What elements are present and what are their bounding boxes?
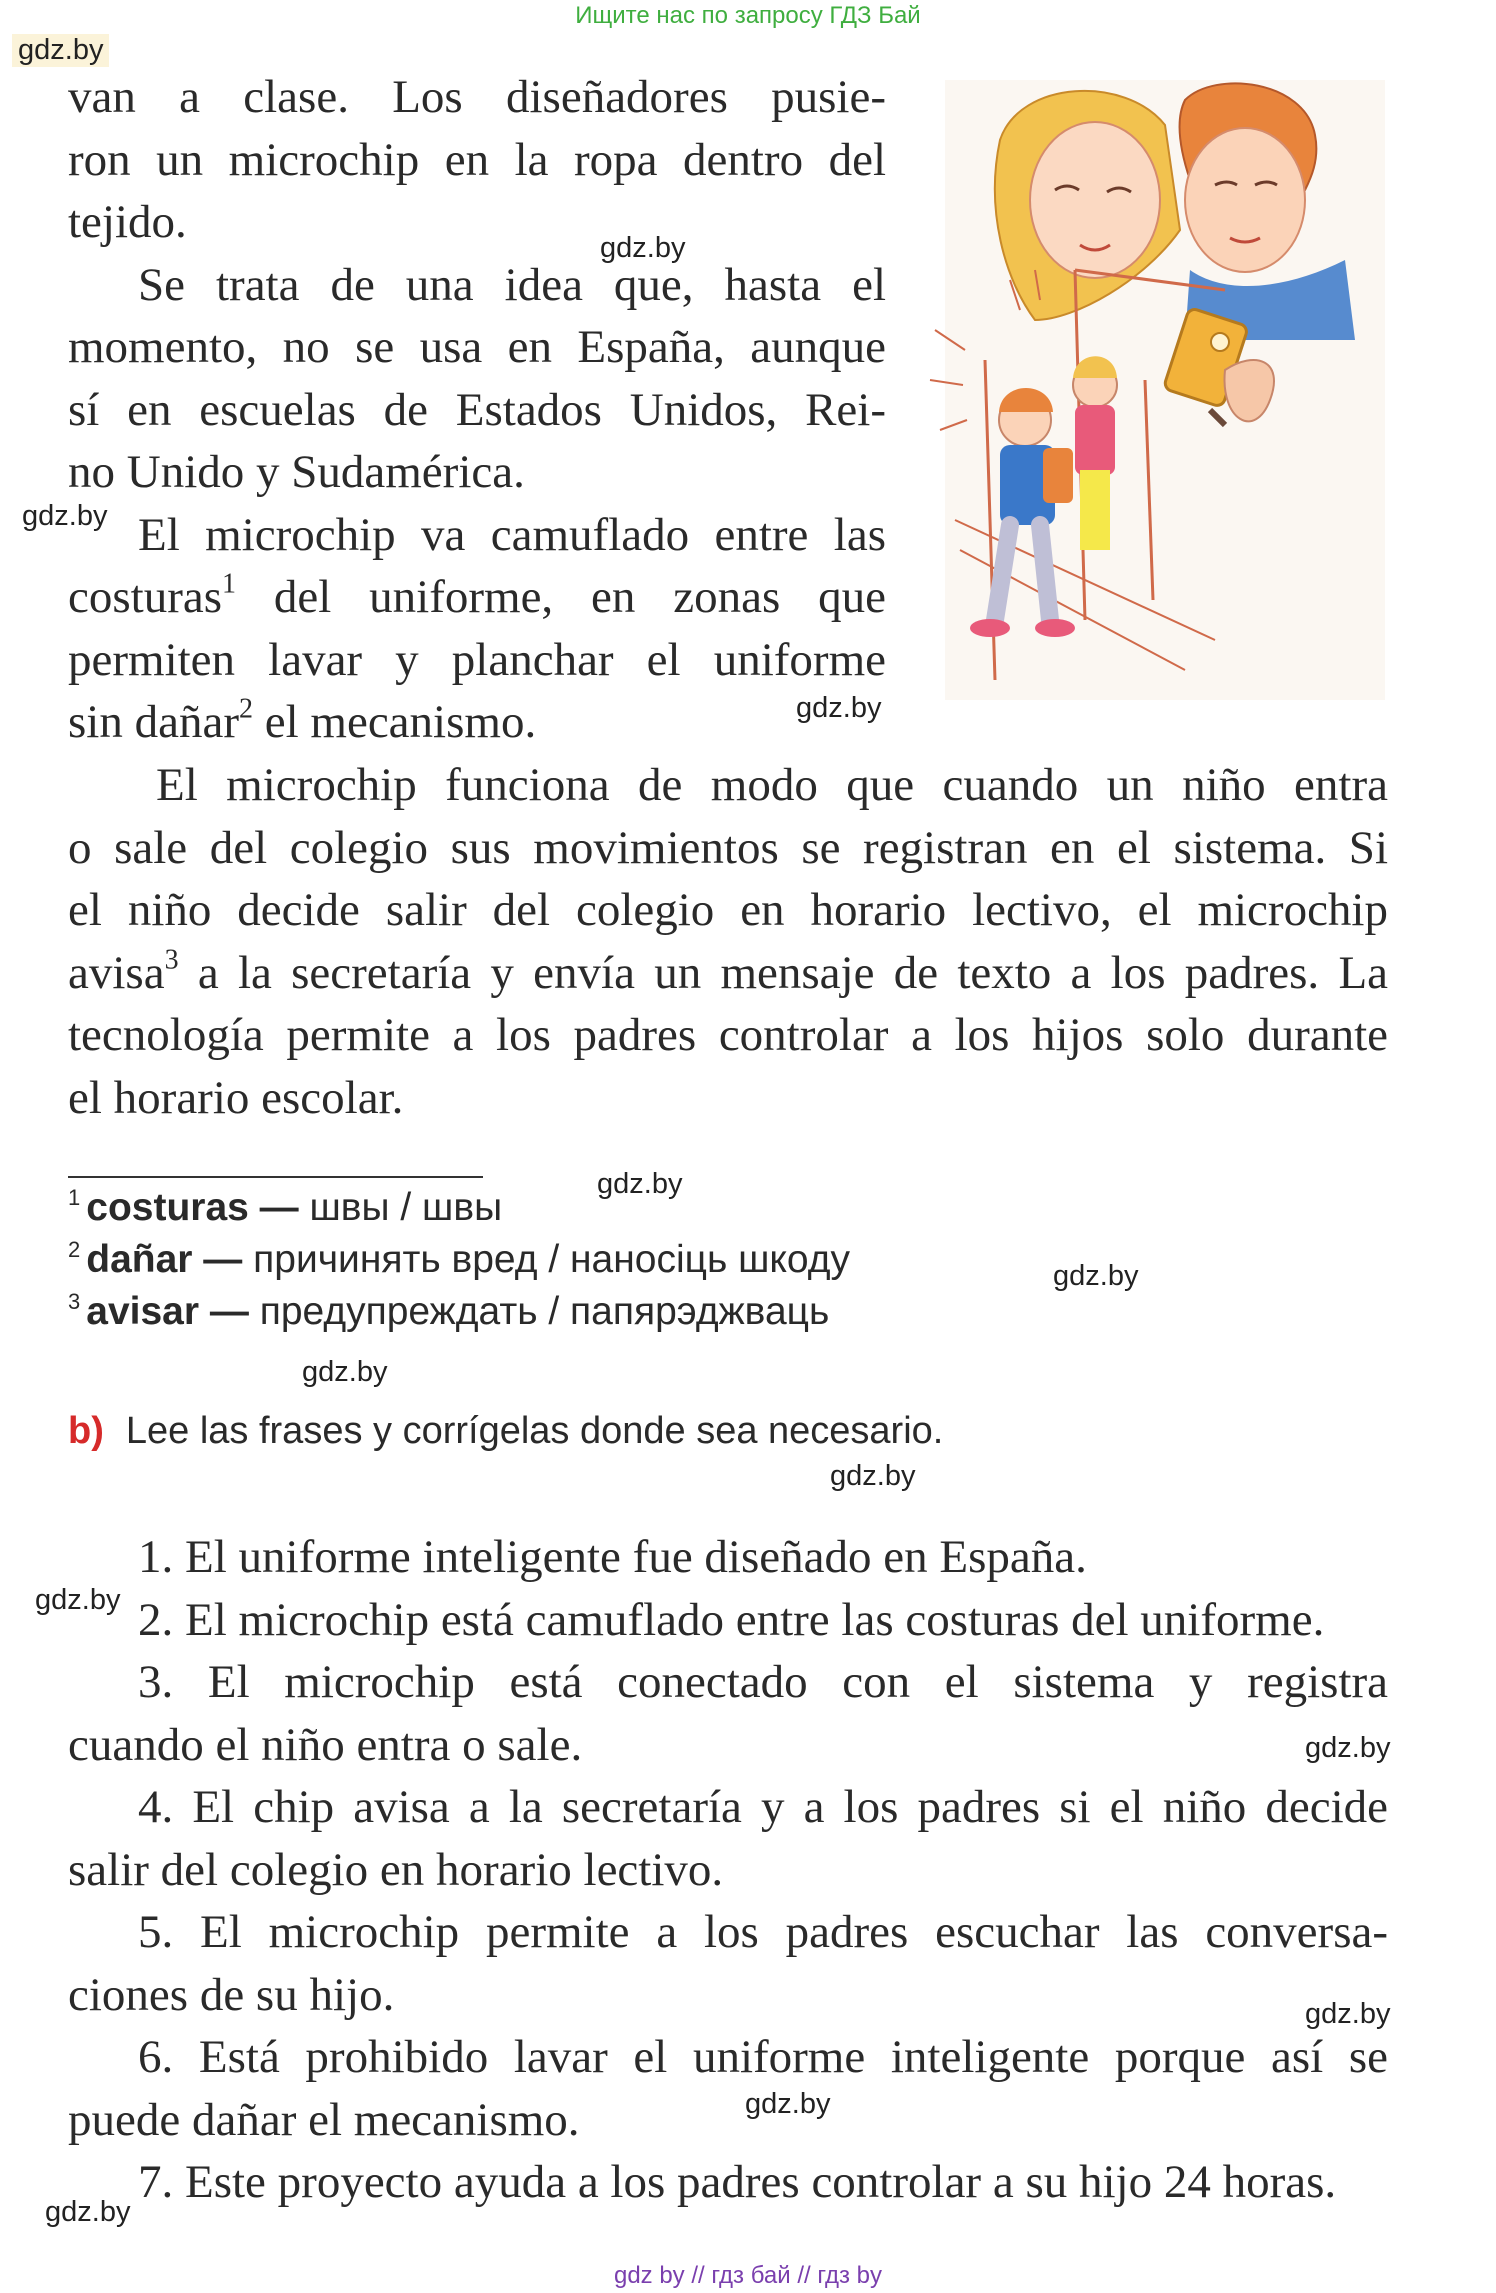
- task-label: b): [68, 1410, 104, 1452]
- article-line: no Unido y Sudamérica.: [68, 446, 525, 498]
- footnote-term: avisar: [86, 1290, 200, 1333]
- avisa-word: avisa: [68, 946, 165, 999]
- article-column: [68, 66, 886, 754]
- article-line: el niño decide salir del colegio en horario lectivo, el microchip: [68, 884, 1388, 936]
- footnote-dash: —: [259, 1186, 299, 1229]
- statement-line: 7. Este proyecto ayuda a los padres controlar a su hijo 24 horas.: [138, 2156, 1337, 2208]
- task-instruction: Lee las frases y corrígelas donde sea necesario.: [125, 1410, 944, 1452]
- article-line-rest: el mecanismo.: [264, 696, 537, 748]
- footnote-dash: —: [209, 1290, 249, 1333]
- statement-line: puede dañar el mecanismo.: [68, 2093, 580, 2146]
- article-line: tecnología permite a los padres controlar a los hijos solo durante: [68, 1009, 1388, 1061]
- article-line: el horario escolar.: [68, 1071, 404, 1124]
- watermark: gdz.by: [302, 1356, 388, 1388]
- footnote-translation: причинять вред / наносіць шкоду: [253, 1238, 851, 1281]
- footnote-rule: [68, 1176, 483, 1178]
- statement-line: 6. Está prohibido lavar el uniforme inteligente porque así se: [138, 2031, 1388, 2083]
- footnote-3: [68, 1290, 829, 1334]
- watermark: gdz.by: [597, 1168, 683, 1200]
- article-line: Se trata de una idea que, hasta el: [138, 258, 886, 311]
- watermark: gdz.by: [1053, 1260, 1139, 1292]
- footnote-mark: 3: [164, 943, 179, 975]
- article-line: o sale del colegio sus movimientos se registran en el sistema. Si: [68, 821, 1388, 874]
- watermark: gdz.by: [1305, 1998, 1391, 2030]
- watermark: gdz.by: [45, 2196, 131, 2228]
- article-line: El microchip funciona de modo que cuando un niño entra: [156, 759, 1388, 811]
- watermark: gdz.by: [12, 34, 109, 67]
- watermark: gdz.by: [745, 2088, 831, 2120]
- footnote-number: 2: [68, 1236, 81, 1262]
- article-line: momento, no se usa en España, aunque: [68, 321, 886, 373]
- mother-face: [1030, 122, 1160, 278]
- article-line: sí en escuelas de Estados Unidos, Rei-: [68, 383, 886, 436]
- article-line: tejido.: [68, 196, 187, 248]
- watermark: gdz.by: [35, 1584, 121, 1616]
- girl-body: [1075, 405, 1115, 475]
- sin-danar-word: sin dañar: [68, 696, 239, 748]
- article-line: El microchip va camuflado entre las: [138, 508, 886, 561]
- footnote-translation: предупреждать / папярэджваць: [259, 1290, 830, 1333]
- costuras-word: costuras: [68, 571, 223, 623]
- footnote-2: [68, 1238, 850, 1282]
- footnote-1: [68, 1186, 502, 1230]
- watermark: gdz.by: [22, 500, 108, 532]
- footnote-number: 3: [68, 1288, 81, 1314]
- article-line: van a clase. Los diseñadores pusie-: [68, 71, 886, 123]
- article-line: permiten lavar y planchar el uniforme: [68, 633, 886, 686]
- article-line-rest: a la secretaría y envía un mensaje de texto a los padres. La: [197, 946, 1389, 999]
- article-line: [68, 691, 886, 754]
- statement-line: 1. El uniforme inteligente fue diseñado en España.: [138, 1531, 1087, 1583]
- footnote-term: costuras: [86, 1186, 249, 1229]
- watermark: gdz.by: [796, 692, 882, 724]
- footnote-mark: 2: [238, 693, 253, 725]
- footnote-term: dañar: [86, 1238, 193, 1281]
- statement-line: salir del colegio en horario lectivo.: [68, 1843, 724, 1896]
- article-line: ron un microchip en la ropa dentro del: [68, 133, 886, 186]
- statement-line: 3. El microchip está conectado con el sistema y registra: [138, 1656, 1388, 1708]
- boy-backpack: [1043, 448, 1073, 503]
- watermark: gdz.by: [600, 232, 686, 264]
- task-heading: [68, 1410, 943, 1453]
- statement-line: 2. El microchip está camuflado entre las costuras del uniforme.: [138, 1593, 1325, 1646]
- statements-list: [68, 1526, 1391, 2214]
- statement-line: ciones de su hijo.: [68, 1968, 395, 2021]
- statement-line: 4. El chip avisa a la secretaría y a los padres si el niño decide: [138, 1781, 1388, 1833]
- statement-line: 5. El microchip permite a los padres escuchar las conversa-: [138, 1906, 1388, 1958]
- bottom-banner[interactable]: gdz by // гдз бай // гдз by: [613, 2262, 883, 2289]
- footnote-dash: —: [203, 1238, 243, 1281]
- watermark: gdz.by: [1305, 1732, 1391, 1764]
- top-banner[interactable]: Ищите нас по запросу ГДЗ Бай: [575, 2, 921, 29]
- article-line: [68, 942, 1388, 1005]
- article-line-rest: del uniforme, en zonas que: [273, 571, 886, 623]
- statement-line: cuando el niño entra o sale.: [68, 1718, 583, 1771]
- illustration-parents-children: [925, 80, 1395, 700]
- footnote-mark: 1: [222, 568, 237, 600]
- article-line: [68, 566, 886, 629]
- article-full: [68, 754, 1388, 1129]
- father-face: [1185, 128, 1305, 272]
- footnote-number: 1: [68, 1184, 81, 1210]
- watermark: gdz.by: [830, 1460, 916, 1492]
- footnote-translation: швы / швы: [309, 1186, 503, 1229]
